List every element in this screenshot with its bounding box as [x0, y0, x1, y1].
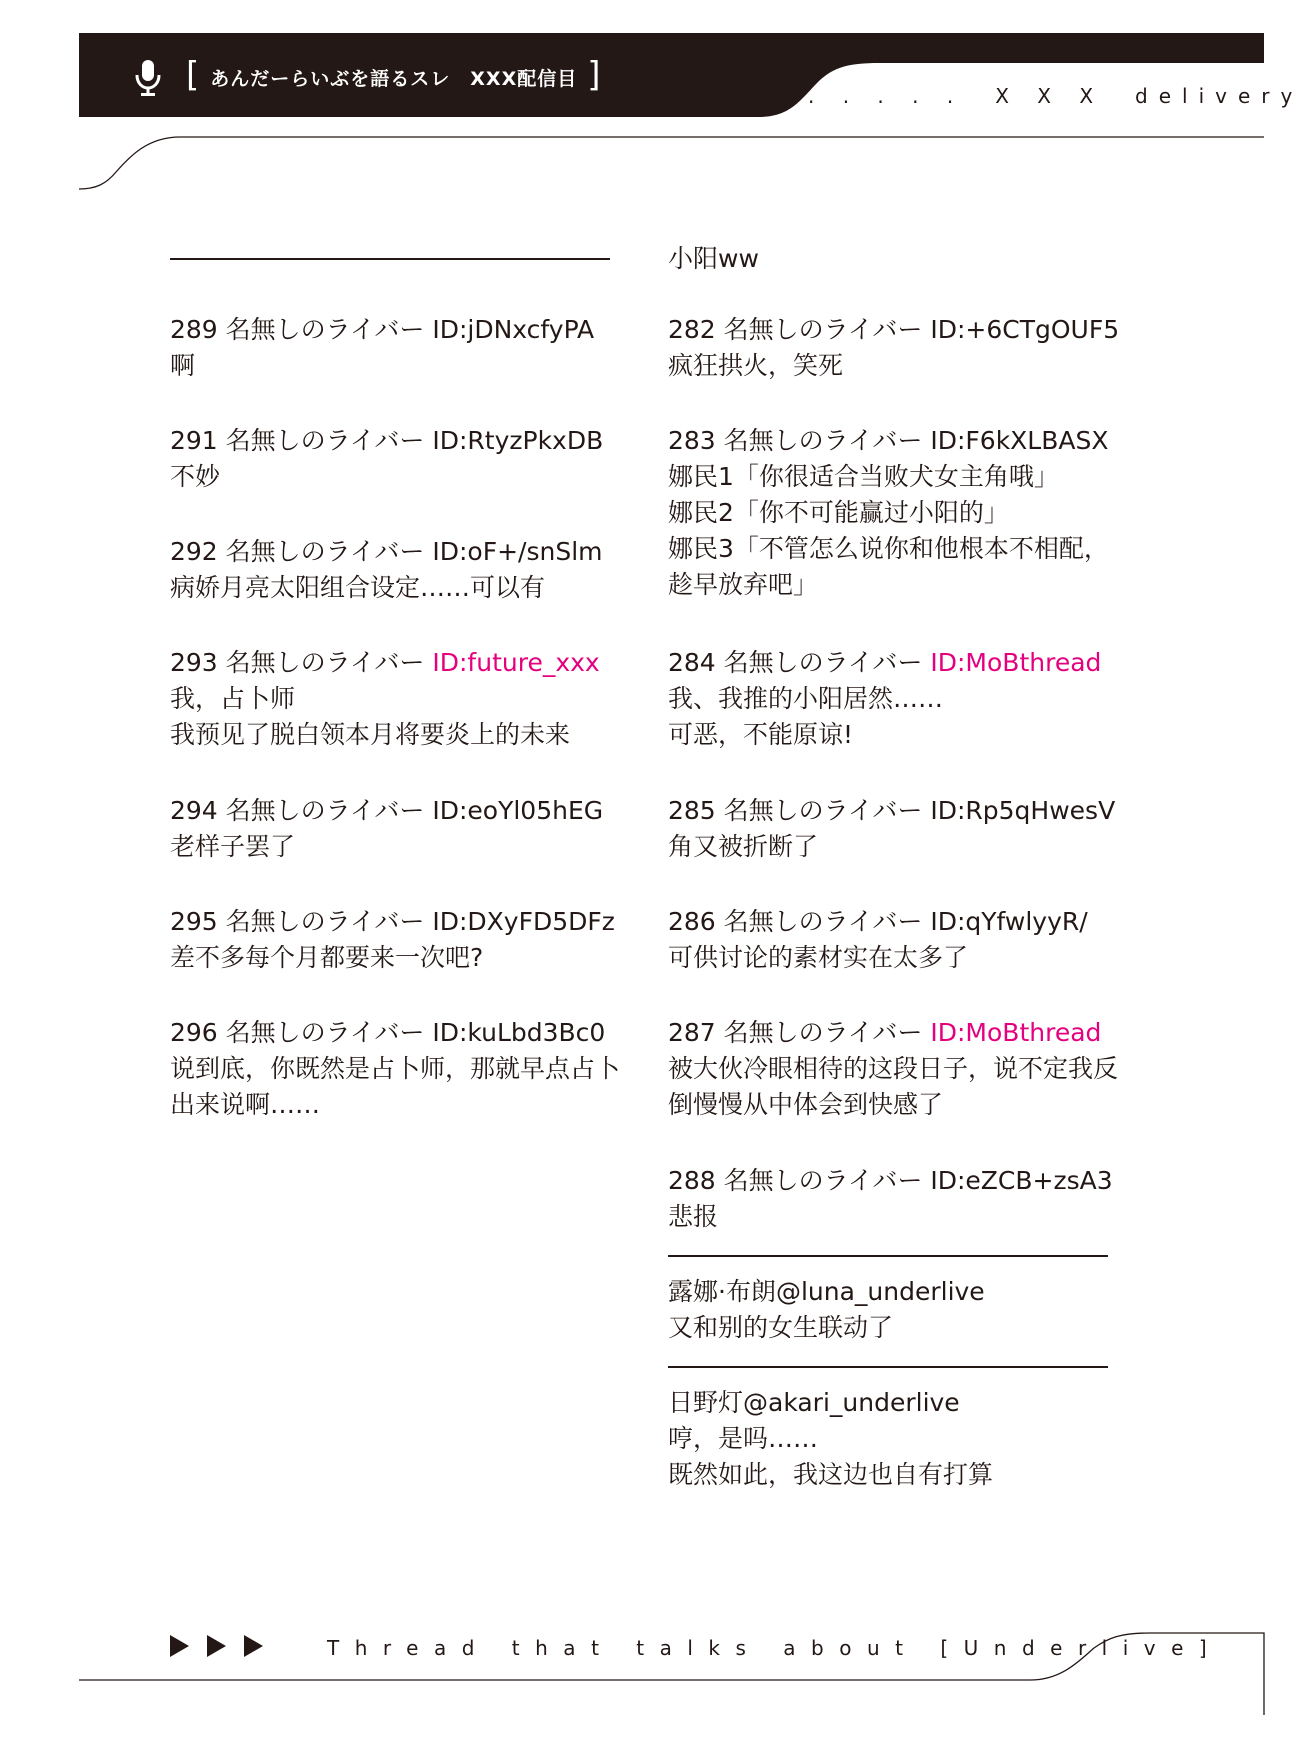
- post-289: [170, 312, 630, 384]
- post-body: 我预见了脱白领本月将要炎上的未来: [170, 720, 571, 749]
- post-header: 283 名無しのライバー ID:F6kXLBASX: [668, 426, 1109, 455]
- post-body: 差不多每个月都要来一次吧?: [170, 943, 484, 972]
- social-post-author: 露娜·布朗@luna_underlive: [668, 1277, 985, 1306]
- post-body: 不妙: [170, 462, 221, 491]
- post-292: [170, 534, 630, 606]
- post-header: 289 名無しのライバー ID:jDNxcfyPA: [170, 315, 595, 344]
- social-post-body: 又和别的女生联动了: [668, 1313, 894, 1342]
- post-body: 悲报: [668, 1202, 719, 1231]
- header-subtitle: . . . . . X X X delivery: [808, 84, 1304, 108]
- right-column-rule: [668, 1255, 1108, 1257]
- footer-text: Thread that talks about [Underlive]: [327, 1636, 1223, 1660]
- post-header: 285 名無しのライバー ID:Rp5qHwesV: [668, 796, 1116, 825]
- header-title: [132, 52, 611, 102]
- post-body: 趁早放弃吧」: [668, 570, 819, 599]
- post-header: 295 名無しのライバー ID:DXyFD5DFz: [170, 907, 615, 936]
- post-296: [170, 1015, 630, 1123]
- post-body: 可恶，不能原谅!: [668, 720, 854, 749]
- post-286: [668, 904, 1128, 976]
- post-header: 286 名無しのライバー ID:qYfwlyyR/: [668, 907, 1088, 936]
- post-header-prefix: 293 名無しのライバー: [170, 648, 433, 677]
- post-header: 291 名無しのライバー ID:RtyzPkxDB: [170, 426, 604, 455]
- post-body: 倒慢慢从中体会到快感了: [668, 1090, 944, 1119]
- right-column-rule: [668, 1366, 1108, 1368]
- arrow-icon: [170, 1635, 189, 1657]
- post-header: 288 名無しのライバー ID:eZCB+zsA3: [668, 1166, 1113, 1195]
- arrow-icon: [244, 1635, 263, 1657]
- post-header: [170, 645, 630, 681]
- social-post-body: 既然如此，我这边也自有打算: [668, 1460, 994, 1489]
- highlighted-id: ID:MoBthread: [930, 648, 1102, 677]
- post-body: 病娇月亮太阳组合设定……可以有: [170, 573, 546, 602]
- post-header: 296 名無しのライバー ID:kuLbd3Bc0: [170, 1018, 606, 1047]
- post-295: [170, 904, 630, 976]
- post-291: [170, 423, 630, 495]
- social-post-akari: [668, 1385, 1128, 1493]
- post-body: 被大伙冷眼相待的这段日子，说不定我反: [668, 1054, 1119, 1083]
- post-body: 娜民1「你很适合当败犬女主角哦」: [668, 462, 1059, 491]
- post-body: 小阳ww: [668, 244, 759, 273]
- post-body: 娜民2「你不可能赢过小阳的」: [668, 498, 1009, 527]
- post-body: 可供讨论的素材实在太多了: [668, 943, 969, 972]
- post-body: 角又被折断了: [668, 832, 819, 861]
- highlighted-id: ID:future_xxx: [432, 648, 600, 677]
- post-293: [170, 645, 630, 753]
- post-header: 282 名無しのライバー ID:+6CTgOUF5: [668, 315, 1120, 344]
- post-285: [668, 793, 1128, 865]
- thread-title: あんだーらいぶを語るスレ XXX配信目: [210, 67, 578, 90]
- post-283: [668, 423, 1128, 603]
- post-body: 我，占卜师: [170, 684, 296, 713]
- play-arrows-icon: [170, 1635, 263, 1657]
- post-header: [668, 645, 1128, 681]
- social-post-luna: [668, 1274, 1128, 1346]
- highlighted-id: ID:MoBthread: [930, 1018, 1102, 1047]
- post-header-prefix: 287 名無しのライバー: [668, 1018, 931, 1047]
- post-282: [668, 312, 1128, 384]
- post-header: 292 名無しのライバー ID:oF+/snSlm: [170, 537, 603, 566]
- post-body: 啊: [170, 351, 196, 380]
- post-body: 出来说啊……: [170, 1090, 321, 1119]
- post-body: 老样子罢了: [170, 832, 296, 861]
- post-288: [668, 1163, 1128, 1235]
- bracket-close: ]: [587, 55, 602, 95]
- bracket-open: [: [186, 55, 201, 95]
- post-continued: [668, 241, 1128, 277]
- arrow-icon: [207, 1635, 226, 1657]
- left-column-top-rule: [170, 258, 610, 260]
- post-284: [668, 645, 1128, 753]
- post-body: 说到底，你既然是占卜师，那就早点占卜: [170, 1054, 621, 1083]
- microphone-icon: [132, 57, 166, 97]
- post-body: 疯狂拱火，笑死: [668, 351, 844, 380]
- post-287: [668, 1015, 1128, 1123]
- post-header-prefix: 284 名無しのライバー: [668, 648, 931, 677]
- post-body: 我、我推的小阳居然……: [668, 684, 944, 713]
- post-header: [668, 1015, 1128, 1051]
- social-post-author: 日野灯@akari_underlive: [668, 1388, 960, 1417]
- post-294: [170, 793, 630, 865]
- post-body: 娜民3「不管怎么说你和他根本不相配，: [668, 534, 1109, 563]
- social-post-body: 哼，是吗……: [668, 1424, 819, 1453]
- post-header: 294 名無しのライバー ID:eoYl05hEG: [170, 796, 604, 825]
